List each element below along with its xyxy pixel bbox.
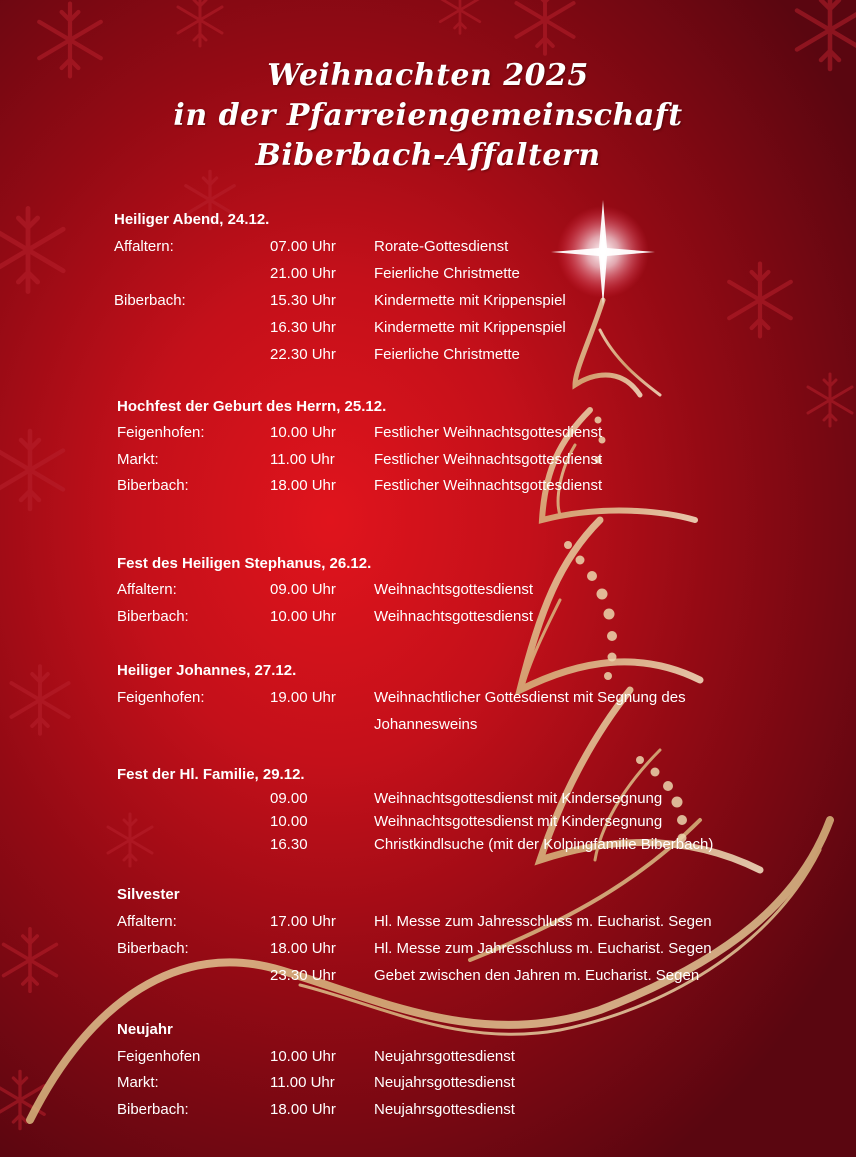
section-title-neujahr: Neujahr [117, 1021, 173, 1038]
time: 19.00 Uhr [270, 689, 336, 706]
section-title-johannes: Heiliger Johannes, 27.12. [117, 662, 297, 679]
description: Feierliche Christmette [374, 265, 520, 282]
schedule-row [0, 450, 856, 470]
description: Weihnachtsgottesdienst mit Kindersegnung [374, 790, 663, 807]
time: 15.30 Uhr [270, 292, 336, 309]
place: Feigenhofen: [117, 689, 205, 706]
description: Festlicher Weihnachtsgottesdienst [374, 451, 603, 468]
time: 07.00 Uhr [270, 238, 336, 255]
schedule-row [0, 835, 856, 855]
schedule-row [0, 912, 856, 932]
time: 16.30 [270, 836, 308, 853]
schedule-row [0, 966, 856, 986]
description: Neujahrsgottesdienst [374, 1048, 515, 1065]
description: Johannesweins [374, 716, 478, 733]
description: Neujahrsgottesdienst [374, 1101, 515, 1118]
schedule-row [0, 318, 856, 338]
place: Markt: [117, 451, 159, 468]
time: 21.00 Uhr [270, 265, 336, 282]
schedule-row [0, 476, 856, 496]
place: Biberbach: [117, 1101, 189, 1118]
title-line-3: Biberbach-Affaltern [255, 138, 601, 173]
schedule-row [0, 345, 856, 365]
time: 23.30 Uhr [270, 967, 336, 984]
time: 10.00 Uhr [270, 608, 336, 625]
time: 11.00 Uhr [270, 451, 335, 468]
schedule-row [0, 812, 856, 832]
place: Biberbach: [114, 292, 186, 309]
section-title-silvester: Silvester [117, 886, 180, 903]
schedule-row [0, 423, 856, 443]
schedule-row [0, 789, 856, 809]
time: 22.30 Uhr [270, 346, 336, 363]
description: Hl. Messe zum Jahresschluss m. Eucharist. Segen [374, 940, 712, 957]
description: Hl. Messe zum Jahresschluss m. Eucharist. Segen [374, 913, 712, 930]
time: 10.00 Uhr [270, 424, 336, 441]
title-line-2: in der Pfarreiengemeinschaft [173, 98, 683, 133]
description: Weihnachtsgottesdienst mit Kindersegnung [374, 813, 663, 830]
description: Kindermette mit Krippenspiel [374, 292, 566, 309]
title-line-1: Weihnachten 2025 [267, 58, 589, 93]
schedule-row [0, 1100, 856, 1120]
description: Weihnachtsgottesdienst [374, 581, 533, 598]
time: 09.00 [270, 790, 308, 807]
description: Rorate-Gottesdienst [374, 238, 509, 255]
description: Gebet zwischen den Jahren m. Eucharist. Segen [374, 967, 700, 984]
schedule-row [0, 237, 856, 257]
time: 18.00 Uhr [270, 1101, 336, 1118]
description: Festlicher Weihnachtsgottesdienst [374, 424, 603, 441]
place: Biberbach: [117, 608, 189, 625]
section-title-hl-familie: Fest der Hl. Familie, 29.12. [117, 766, 305, 783]
place: Feigenhofen [117, 1048, 201, 1065]
place: Feigenhofen: [117, 424, 205, 441]
time: 17.00 Uhr [270, 913, 336, 930]
schedule-row [0, 688, 856, 708]
place: Affaltern: [117, 581, 177, 598]
description: Neujahrsgottesdienst [374, 1074, 515, 1091]
schedule-row [0, 607, 856, 627]
description: Weihnachtlicher Gottesdienst mit Segnung des [374, 689, 686, 706]
schedule-row [0, 580, 856, 600]
schedule-row [0, 939, 856, 959]
schedule-row [0, 1047, 856, 1067]
place: Affaltern: [114, 238, 174, 255]
section-title-heiliger-abend: Heiliger Abend, 24.12. [114, 211, 270, 228]
time: 09.00 Uhr [270, 581, 336, 598]
place: Markt: [117, 1074, 159, 1091]
schedule-row [0, 715, 856, 735]
description: Festlicher Weihnachtsgottesdienst [374, 477, 603, 494]
time: 10.00 Uhr [270, 1048, 336, 1065]
time: 10.00 [270, 813, 308, 830]
description: Kindermette mit Krippenspiel [374, 319, 566, 336]
section-title-stephanus: Fest des Heiligen Stephanus, 26.12. [117, 555, 372, 572]
description: Feierliche Christmette [374, 346, 520, 363]
description: Weihnachtsgottesdienst [374, 608, 533, 625]
schedule-row [0, 264, 856, 284]
time: 11.00 Uhr [270, 1074, 335, 1091]
place: Affaltern: [117, 913, 177, 930]
schedule-row [0, 1073, 856, 1093]
time: 16.30 Uhr [270, 319, 336, 336]
description: Christkindlsuche (mit der Kolpingfamilie Biberbach) [374, 836, 714, 853]
time: 18.00 Uhr [270, 940, 336, 957]
place: Biberbach: [117, 477, 189, 494]
section-title-hochfest: Hochfest der Geburt des Herrn, 25.12. [117, 398, 387, 415]
page-title [0, 56, 856, 176]
schedule-row [0, 291, 856, 311]
time: 18.00 Uhr [270, 477, 336, 494]
place: Biberbach: [117, 940, 189, 957]
